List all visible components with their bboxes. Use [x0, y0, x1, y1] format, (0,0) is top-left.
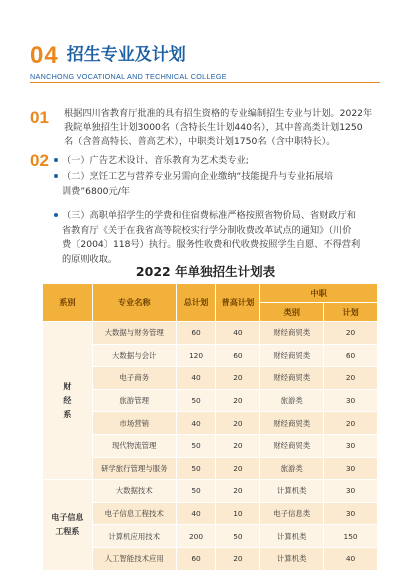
major-cell: 现代物流管理 — [92, 434, 176, 457]
section-1-text — [64, 107, 394, 149]
section-1-number: 01 — [30, 108, 49, 127]
table-row — [43, 434, 378, 457]
table-row — [43, 322, 378, 345]
type-cell: 财经商贸类 — [260, 434, 324, 457]
header-plan: 计划 — [324, 303, 378, 322]
bullet-dot-icon — [54, 213, 58, 217]
puGao-cell: 20 — [216, 547, 260, 570]
table-row — [43, 480, 378, 503]
total-cell: 40 — [176, 502, 216, 525]
total-cell: 50 — [176, 480, 216, 503]
table-row — [43, 547, 378, 570]
section-2-item: （一）广告艺术设计、音乐教育为艺术类专业; — [54, 154, 394, 169]
total-cell: 200 — [176, 525, 216, 548]
type-cell: 财经商贸类 — [260, 412, 324, 435]
plan-cell: 20 — [324, 322, 378, 345]
major-cell: 人工智能技术应用 — [92, 547, 176, 570]
type-cell: 电子信息类 — [260, 502, 324, 525]
header-pugao: 普高计划 — [216, 284, 260, 322]
plan-cell: 30 — [324, 480, 378, 503]
puGao-cell: 20 — [216, 389, 260, 412]
section-1-line: 名（含普高特长、普高艺术），中职类计划1750名（含中职特长）。 — [64, 136, 336, 147]
major-cell: 计算机应用技术 — [92, 525, 176, 548]
type-cell: 旅游类 — [260, 389, 324, 412]
puGao-cell: 20 — [216, 412, 260, 435]
puGao-cell: 10 — [216, 502, 260, 525]
plan-cell: 30 — [324, 434, 378, 457]
header-total: 总计划 — [176, 284, 216, 322]
plan-cell: 20 — [324, 367, 378, 390]
total-cell: 120 — [176, 344, 216, 367]
type-cell: 计算机类 — [260, 480, 324, 503]
major-cell: 市场营销 — [92, 412, 176, 435]
section-1-line: 根据四川省教育厅批准的具有招生资格的专业编制招生专业与计划。2022年 — [64, 108, 373, 119]
section-2-item: （三）高职单招学生的学费和住宿费标准严格按照省物价局、省财政厅和 省教育厅《关于在我省高等院校实行学分制收费改革试点的通知》（川价 费〔2004〕118号）执行。服务性收费和代收费按照学生自愿、不得营利 的原则收取。 — [54, 209, 394, 267]
total-cell: 40 — [176, 367, 216, 390]
type-cell: 计算机类 — [260, 525, 324, 548]
total-cell: 50 — [176, 457, 216, 480]
puGao-cell: 50 — [216, 525, 260, 548]
table-row — [43, 457, 378, 480]
puGao-cell: 60 — [216, 344, 260, 367]
total-cell: 60 — [176, 322, 216, 345]
table-row — [43, 389, 378, 412]
enrollment-plan-table — [42, 283, 378, 571]
dept-cell — [43, 322, 93, 480]
plan-cell: 150 — [324, 525, 378, 548]
puGao-cell: 20 — [216, 480, 260, 503]
dept-label-line: 经 — [63, 395, 72, 405]
dept-label-line: 工程系 — [55, 526, 80, 536]
total-cell: 40 — [176, 412, 216, 435]
total-cell: 50 — [176, 389, 216, 412]
major-cell: 大数据与财务管理 — [92, 322, 176, 345]
major-cell: 旅游管理 — [92, 389, 176, 412]
puGao-cell: 40 — [216, 322, 260, 345]
header-major: 专业名称 — [92, 284, 176, 322]
plan-cell: 20 — [324, 412, 378, 435]
total-cell: 50 — [176, 434, 216, 457]
table-row — [43, 502, 378, 525]
major-cell: 研学旅行管理与服务 — [92, 457, 176, 480]
type-cell: 财经商贸类 — [260, 322, 324, 345]
table-row — [43, 344, 378, 367]
dept-label-line: 电子信息 — [51, 512, 84, 522]
bullet-dot-icon — [54, 174, 58, 178]
major-cell: 大数据技术 — [92, 480, 176, 503]
dept-label-line: 系 — [63, 409, 72, 419]
type-cell: 计算机类 — [260, 547, 324, 570]
plan-cell: 60 — [324, 344, 378, 367]
page-header — [30, 42, 186, 70]
header-zhongzhi: 中职 — [260, 284, 378, 303]
plan-cell: 30 — [324, 502, 378, 525]
major-cell: 电子商务 — [92, 367, 176, 390]
total-cell: 60 — [176, 547, 216, 570]
college-name-en: NANCHONG VOCATIONAL AND TECHNICAL COLLEGE — [30, 72, 227, 81]
dept-cell — [43, 480, 93, 570]
plan-cell: 30 — [324, 457, 378, 480]
bullet-dot-icon — [54, 158, 58, 162]
table-row — [43, 525, 378, 548]
type-cell: 财经商贸类 — [260, 367, 324, 390]
type-cell: 财经商贸类 — [260, 344, 324, 367]
type-cell: 旅游类 — [260, 457, 324, 480]
section-2-number: 02 — [30, 151, 49, 170]
puGao-cell: 20 — [216, 434, 260, 457]
chapter-title: 招生专业及计划 — [66, 45, 186, 65]
table-row — [43, 367, 378, 390]
plan-cell: 30 — [324, 389, 378, 412]
chapter-number: 04 — [30, 42, 59, 69]
section-2-item: （二）烹饪工艺与营养专业另需向企业缴纳“技能提升与专业拓展培 训费”6800元/年 — [54, 170, 394, 199]
section-1-line: 我院单独招生计划3000名（含特长生计划440名），其中普高类计划1250 — [64, 122, 363, 133]
puGao-cell: 20 — [216, 457, 260, 480]
dept-label-line: 财 — [63, 381, 72, 391]
header-divider — [30, 82, 380, 83]
table-title: 2022 年单独招生计划表 — [135, 264, 276, 279]
major-cell: 电子信息工程技术 — [92, 502, 176, 525]
major-cell: 大数据与会计 — [92, 344, 176, 367]
table-row — [43, 412, 378, 435]
plan-cell: 40 — [324, 547, 378, 570]
puGao-cell: 20 — [216, 367, 260, 390]
header-dept: 系别 — [43, 284, 93, 322]
header-type: 类别 — [260, 303, 324, 322]
